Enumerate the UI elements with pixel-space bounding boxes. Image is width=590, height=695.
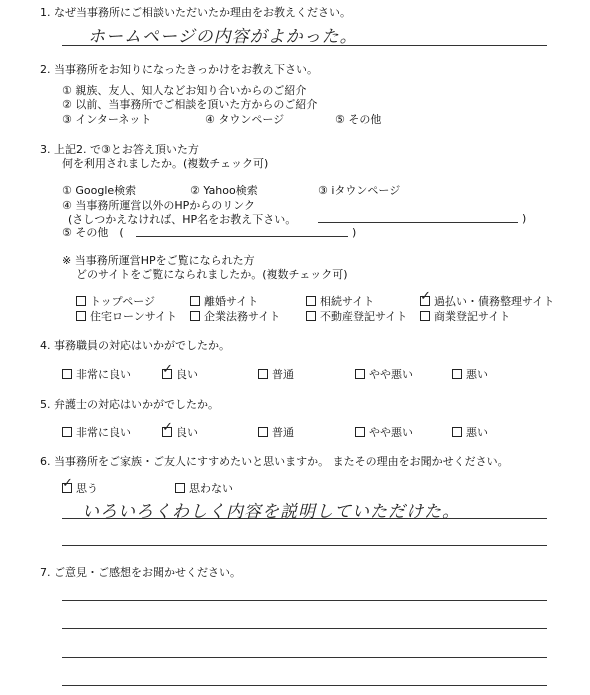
q2-option-4[interactable]: ④ タウンページ <box>205 113 285 126</box>
question-7: 7. ご意見・ご感想をお聞かせください。 <box>40 566 241 579</box>
q3-itownpage[interactable]: ③ iタウンページ <box>318 184 401 197</box>
q5-option-bad[interactable]: 悪い <box>452 426 488 439</box>
q3-other-paren: ) <box>352 226 357 239</box>
q4-option-somewhat-bad[interactable]: やや悪い <box>355 368 413 381</box>
checkbox-icon[interactable] <box>162 362 173 379</box>
q7-answer-line-2 <box>62 628 547 629</box>
q3-other-line[interactable] <box>136 236 348 237</box>
checkbox-icon[interactable] <box>190 311 200 321</box>
q1-handwritten-answer: ホームページの内容がよかった。 <box>88 27 358 47</box>
checkbox-icon[interactable] <box>452 427 462 437</box>
q7-answer-line-3 <box>62 657 547 658</box>
site-checkbox-corporate[interactable]: 企業法務サイト <box>190 310 280 323</box>
q4-option-average[interactable]: 普通 <box>258 368 294 381</box>
question-6: 6. 当事務所をご家族・ご友人にすすめたいと思いますか。 またその理由をお聞かせください。 <box>40 455 509 468</box>
q5-option-somewhat-bad[interactable]: やや悪い <box>355 426 413 439</box>
q3-hp-name-prompt: (さしつかえなければ、HP名をお教え下さい。 <box>68 213 297 226</box>
question-4: 4. 事務職員の対応はいかがでしたか。 <box>40 339 230 352</box>
question-1: 1. なぜ当事務所にご相談いただいたか理由をお教えください。 <box>40 6 351 19</box>
q2-option-1[interactable]: ① 親族、友人、知人などお知り合いからのご紹介 <box>62 84 307 97</box>
q3-yahoo[interactable]: ② Yahoo検索 <box>190 184 258 197</box>
site-checkbox-mortgage[interactable]: 住宅ローンサイト <box>76 310 177 323</box>
q6-option-yes[interactable]: ✓ 思う <box>62 476 98 495</box>
question-2: 2. 当事務所をお知りになったきっかけをお教え下さい。 <box>40 63 318 76</box>
q1-answer-line <box>62 45 547 46</box>
checkbox-icon[interactable] <box>355 427 365 437</box>
q4-option-good[interactable]: ✓ 良い <box>162 362 198 381</box>
site-checkbox-real-estate[interactable]: 不動産登記サイト <box>306 310 407 323</box>
q6-option-no[interactable]: 思わない <box>175 482 233 495</box>
q3-other[interactable]: ⑤ その他 ( <box>62 226 124 239</box>
checkmark-icon: ✓ <box>162 362 173 377</box>
q5-option-average[interactable]: 普通 <box>258 426 294 439</box>
checkbox-icon[interactable] <box>420 289 431 306</box>
question-5: 5. 弁護士の対応はいかがでしたか。 <box>40 398 219 411</box>
site-checkbox-inheritance[interactable]: 相続サイト <box>306 295 374 308</box>
checkbox-icon[interactable] <box>355 369 365 379</box>
checkmark-icon: ✓ <box>62 476 73 491</box>
checkbox-icon[interactable] <box>175 483 185 493</box>
checkbox-icon[interactable] <box>62 476 73 493</box>
checkbox-icon[interactable] <box>306 311 316 321</box>
q7-answer-line-1 <box>62 600 547 601</box>
checkbox-icon[interactable] <box>258 369 268 379</box>
checkbox-icon[interactable] <box>62 427 72 437</box>
checkmark-icon: ✓ <box>420 289 431 304</box>
q3-hp-paren: ) <box>522 212 527 225</box>
checkbox-icon[interactable] <box>190 296 200 306</box>
checkbox-icon[interactable] <box>306 296 316 306</box>
checkbox-icon[interactable] <box>420 311 430 321</box>
question-3-sub: 何を利用されましたか。(複数チェック可) <box>62 157 269 170</box>
checkbox-icon[interactable] <box>76 311 86 321</box>
q5-option-good[interactable]: ✓ 良い <box>162 420 198 439</box>
checkbox-icon[interactable] <box>162 420 173 437</box>
q7-answer-line-4 <box>62 685 547 686</box>
q3-google[interactable]: ① Google検索 <box>62 184 137 197</box>
q6-answer-line-2 <box>62 545 547 546</box>
q6-handwritten-answer: いろいろくわしく内容を説明していただけた。 <box>82 502 460 522</box>
q4-option-bad[interactable]: 悪い <box>452 368 488 381</box>
q2-option-3[interactable]: ③ インターネット <box>62 113 152 126</box>
q3-note-sub: どのサイトをご覧になられましたか。(複数チェック可) <box>76 268 348 281</box>
q3-external-hp[interactable]: ④ 当事務所運営以外のHPからのリンク <box>62 199 256 212</box>
checkbox-icon[interactable] <box>452 369 462 379</box>
q2-option-2[interactable]: ② 以前、当事務所でご相談を頂いた方からのご紹介 <box>62 98 318 111</box>
checkmark-icon: ✓ <box>162 420 173 435</box>
site-checkbox-divorce[interactable]: 離婚サイト <box>190 295 258 308</box>
q5-option-very-good[interactable]: 非常に良い <box>62 426 131 439</box>
checkbox-icon[interactable] <box>258 427 268 437</box>
q3-hp-name-line[interactable] <box>318 222 518 223</box>
q2-option-5[interactable]: ⑤ その他 <box>335 113 382 126</box>
site-checkbox-debt[interactable]: ✓ 過払い・債務整理サイト <box>420 289 555 308</box>
site-checkbox-top[interactable]: トップページ <box>76 295 155 308</box>
q3-note: ※ 当事務所運営HPをご覧になられた方 <box>62 254 255 267</box>
question-3: 3. 上記2. で③とお答え頂いた方 <box>40 143 199 156</box>
q4-option-very-good[interactable]: 非常に良い <box>62 368 131 381</box>
q6-answer-line-1 <box>62 518 547 519</box>
site-checkbox-commercial[interactable]: 商業登記サイト <box>420 310 510 323</box>
checkbox-icon[interactable] <box>62 369 72 379</box>
checkbox-icon[interactable] <box>76 296 86 306</box>
